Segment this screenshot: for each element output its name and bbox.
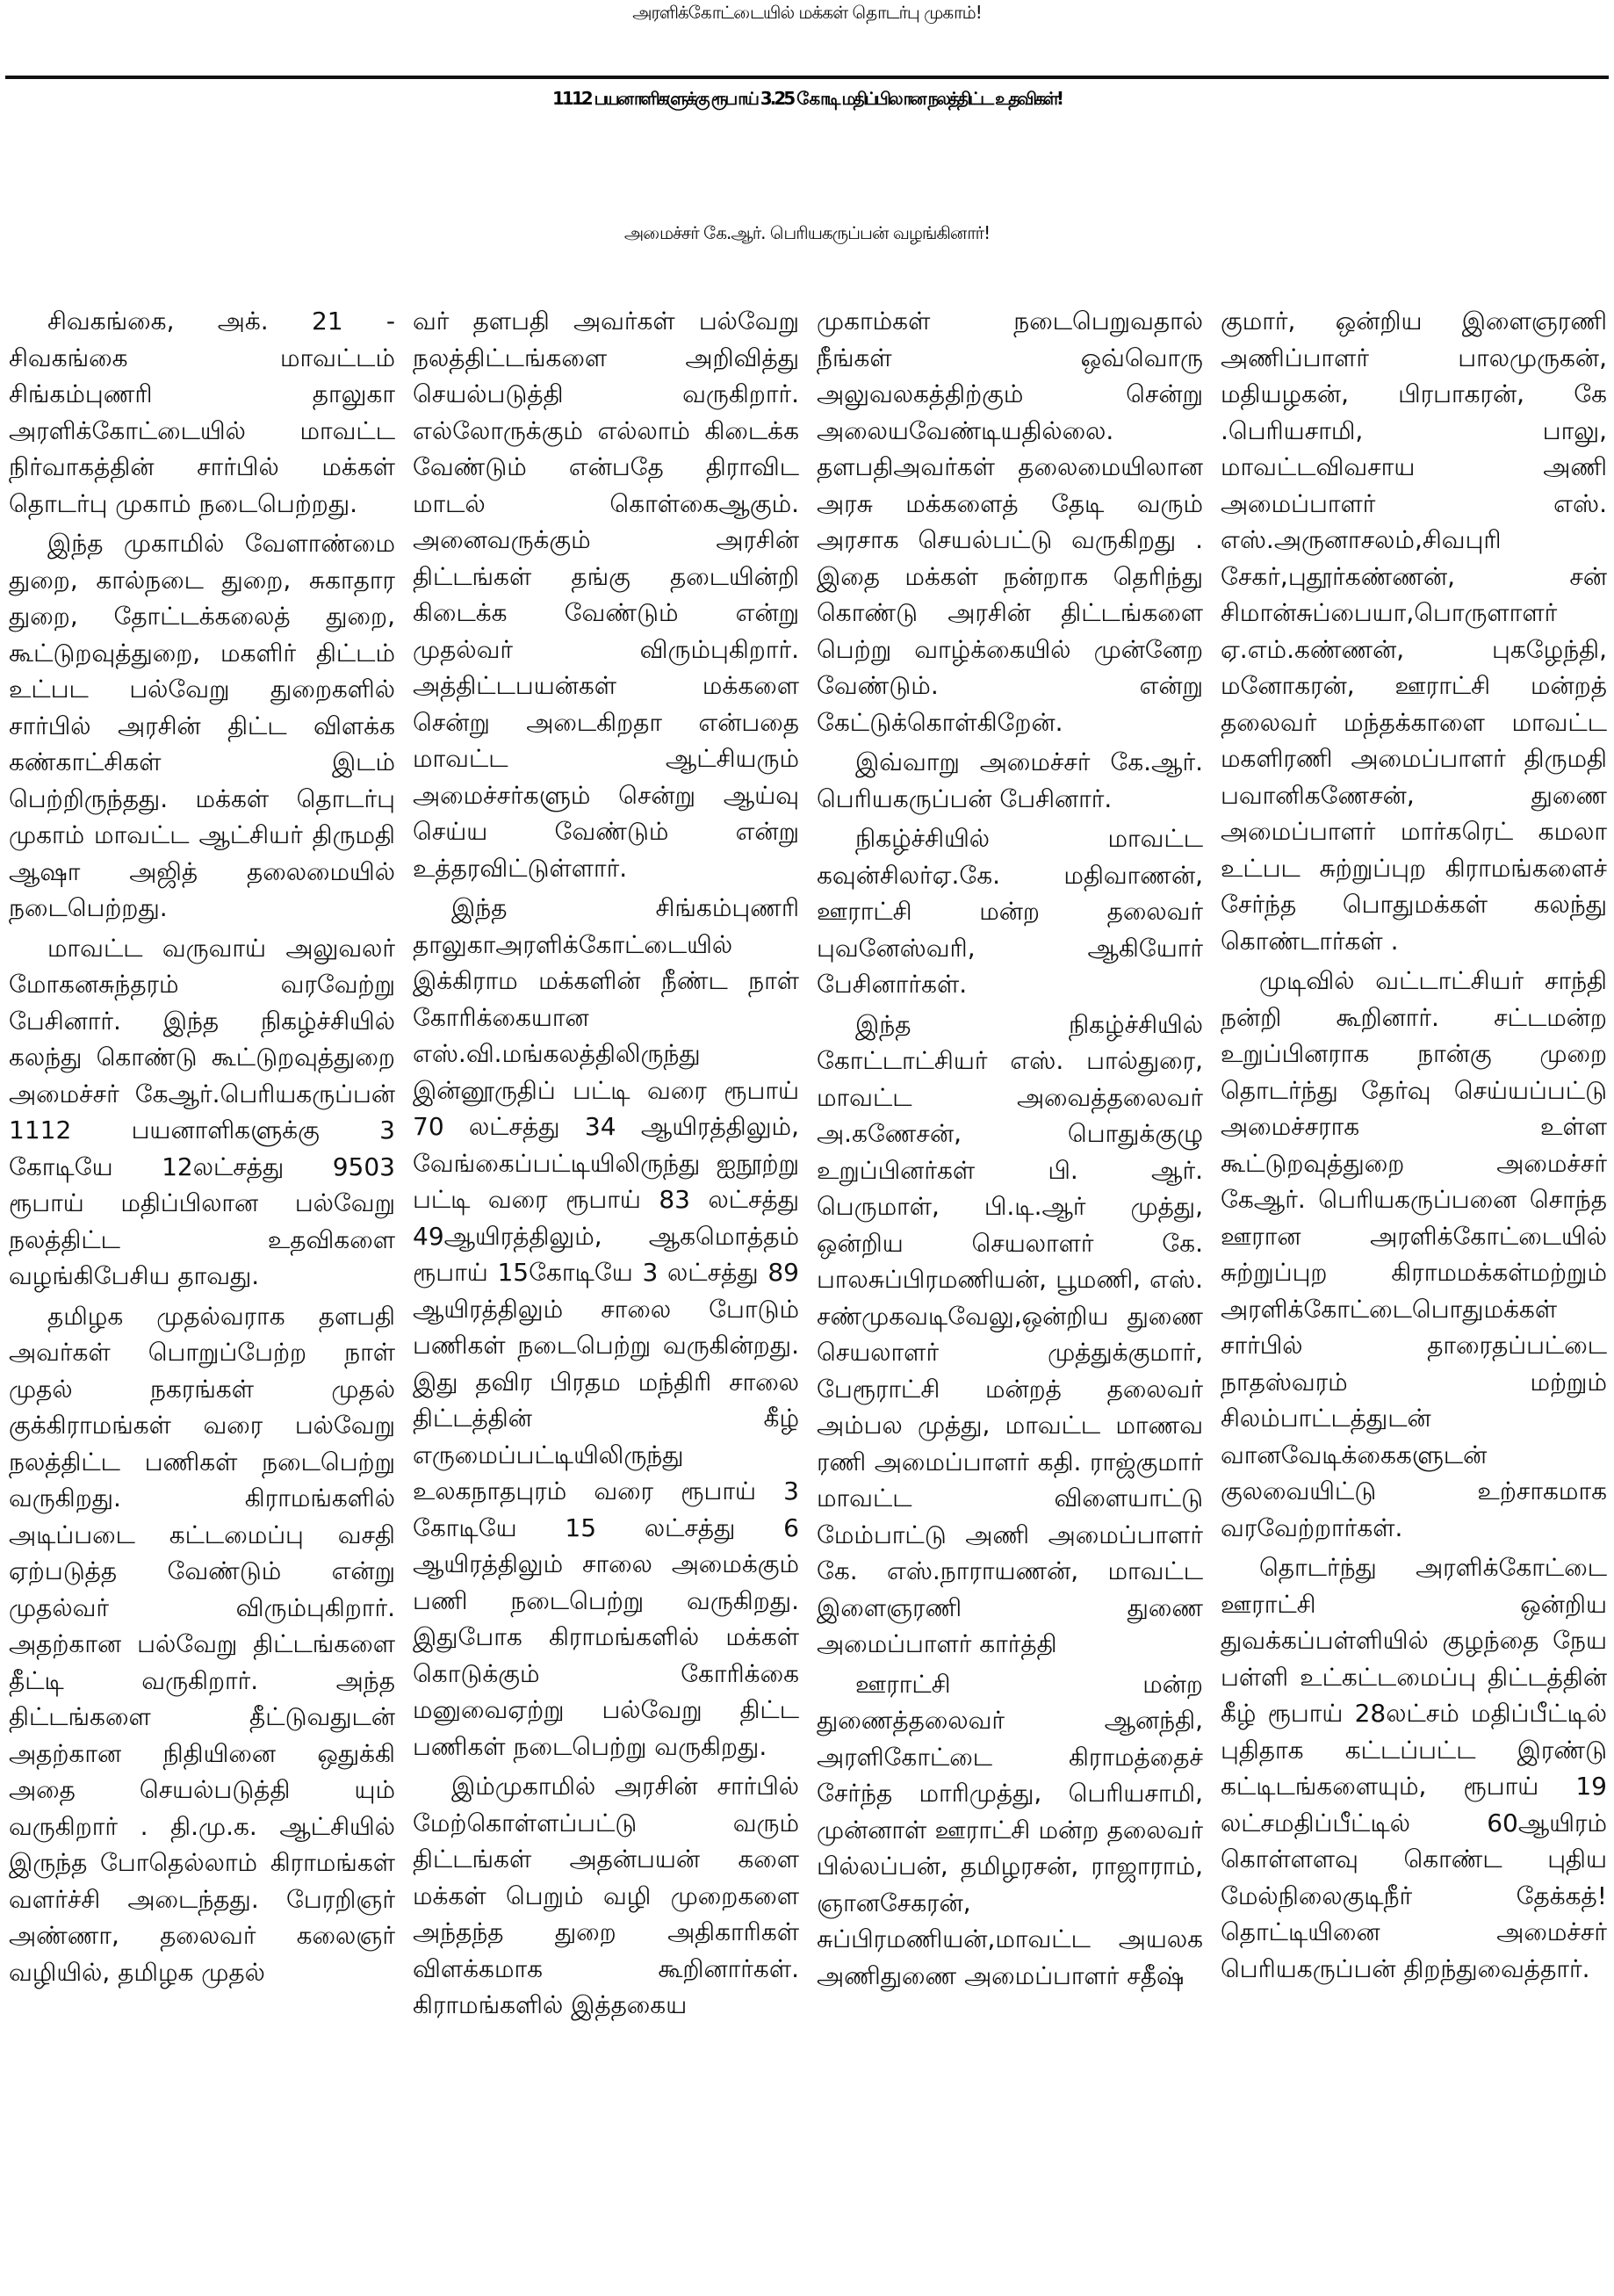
paragraph: இம்முகாமில் அரசின் சார்பில் மேற்கொள்ளப்பட்டு வரும் திட்டங்கள் அதன்பயன் களை மக்கள் பெறும் வழி முறைகளை அந்தந்த துறை அதிகாரிகள் விளக்கமாக கூறினார்கள். கிராமங்களில் இத்தகைய: [413, 1772, 799, 2019]
paragraph: வர் தளபதி அவர்கள் பல்வேறு நலத்திட்டங்களை அறிவித்து செயல்படுத்தி வருகிறார். எல்லோருக்கும் எல்லாம் கிடைக்க வேண்டும் என்பதே திராவிட மாடல் கொள்கைஆகும். அனைவருக்கும் அரசின் திட்டங்கள் தங்கு தடையின்றி கிடைக்க வேண்டும் என்று முதல்வர் விரும்புகிறார். அத்திட்டபயன்கள் மக்களை சென்று அடைகிறதா என்பதை மாவட்ட ஆட்சியரும் அமைச்சர்களும் சென்று ஆய்வு செய்ய வேண்டும் என்று உத்தரவிட்டுள்ளார்.: [413, 307, 799, 883]
sub-headline: அமைச்சர் கே.ஆர். பெரியகருப்பன் வழங்கினார்!: [623, 222, 991, 243]
main-headline: 1112 பயனாளிகளுக்கு ரூபாய் 3.25 கோடி மதிப்பிலான நலத்திட்ட உதவிகள்!: [552, 88, 1062, 109]
article-column-2: [413, 303, 799, 2292]
paragraph: இவ்வாறு அமைச்சர் கே.ஆர். பெரியகருப்பன் பேசினார்.: [817, 747, 1203, 813]
paragraph: குமார், ஒன்றிய இளைஞரணி அணிப்பாளர் பாலமுருகன், மதியழகன், பிரபாகரன், கே .பெரியசாமி, பாலு, மாவட்டவிவசாய அணி அமைப்பாளர் எஸ். எஸ்.அருனாசலம்,சிவபுரி சேகர்,புதூர்கண்ணன், சன் சிமான்சுப்பையா,பொருளாளர் ஏ.எம்.கண்ணன், புகழேந்தி, மனோகரன், ஊராட்சி மன்றத் தலைவர் மந்தக்காளை மாவட்ட மகளிரணி அமைப்பாளர் திருமதி பவானிகணேசன், துணை அமைப்பாளர் மார்கரெட் கமலா உட்பட சுற்றுப்புற கிராமங்களைச் சேர்ந்த பொதுமக்கள் கலந்து கொண்டார்கள் .: [1221, 307, 1607, 956]
headline-underline: [5, 76, 1609, 79]
article-column-4: [1221, 303, 1607, 2292]
paragraph: நிகழ்ச்சியில் மாவட்ட கவுன்சிலர்ஏ.கே. மதிவாணன், ஊராட்சி மன்ற தலைவர் புவனேஸ்வரி, ஆகியோர் பேசினார்கள்.: [817, 824, 1203, 999]
article-column-3: [817, 303, 1203, 2292]
paragraph: முகாம்கள் நடைபெறுவதால் நீங்கள் ஒவ்வொரு அலுவலகத்திற்கும் சென்று அலையவேண்டியதில்லை. தளபதிஅவர்கள் தலைமையிலான அரசு மக்களைத் தேடி வரும் அரசாக செயல்பட்டு வருகிறது . இதை மக்கள் நன்றாக தெரிந்து கொண்டு அரசின் திட்டங்களை பெற்று வாழ்க்கையில் முன்னேற வேண்டும். என்று கேட்டுக்கொள்கிறேன்.: [817, 307, 1203, 737]
paragraph: மாவட்ட வருவாய் அலுவலர் மோகனசுந்தரம் வரவேற்று பேசினார். இந்த நிகழ்ச்சியில் கலந்து கொண்டு கூட்டுறவுத்துறை அமைச்சர் கேஆர்.பெரியகருப்பன் 1112 பயனாளிகளுக்கு 3 கோடியே 12லட்சத்து 9503 ரூபாய் மதிப்பிலான பல்வேறு நலத்திட்ட உதவிகளை வழங்கிபேசிய தாவது.: [9, 933, 395, 1290]
paragraph: இந்த நிகழ்ச்சியில் கோட்டாட்சியர் எஸ். பால்துரை, மாவட்ட அவைத்தலைவர் அ.கணேசன், பொதுக்குழு உறுப்பினர்கள் பி. ஆர். பெருமாள், பி.டி.ஆர் முத்து, ஒன்றிய செயலாளர் கே. பாலசுப்பிரமணியன், பூமணி, எஸ். சண்முகவடிவேலு,ஒன்றிய துணை செயலாளர் முத்துக்குமார், பேரூராட்சி மன்றத் தலைவர் அம்பல முத்து, மாவட்ட மாணவ ரணி அமைப்பாளர் கதி. ராஜ்குமார் மாவட்ட விளையாட்டு மேம்பாட்டு அணி அமைப்பாளர் கே. எஸ்.நாராயணன், மாவட்ட இளைஞரணி துணை அமைப்பாளர் கார்த்தி: [817, 1009, 1203, 1658]
kicker-headline: அரளிக்கோட்டையில் மக்கள் தொடர்பு முகாம்!: [632, 2, 982, 23]
paragraph: தொடர்ந்து அரளிக்கோட்டை ஊராட்சி ஒன்றிய துவக்கப்பள்ளியில் குழந்தை நேய பள்ளி உட்கட்டமைப்பு திட்டத்தின் கீழ் ரூபாய் 28லட்சம் மதிப்பீட்டில் புதிதாக கட்டப்பட்ட இரண்டு கட்டிடங்களையும், ரூபாய் 19 லட்சமதிப்பீட்டில் 60ஆயிரம் கொள்ளளவு கொண்ட புதிய மேல்நிலைகுடிநீர் தேக்கத்! தொட்டியினை அமைச்சர் பெரியகருப்பன் திறந்துவைத்தார்.: [1221, 1553, 1607, 1983]
article-column-1: [9, 303, 395, 2292]
paragraph: சிவகங்கை, அக். 21 - சிவகங்கை மாவட்டம் சிங்கம்புணரி தாலுகா அரளிக்கோட்டையில் மாவட்ட நிர்வாகத்தின் சார்பில் மக்கள் தொடர்பு முகாம் நடைபெற்றது.: [9, 307, 395, 518]
paragraph: இந்த சிங்கம்புணரி தாலுகாஅரளிக்கோட்டையில் இக்கிராம மக்களின் நீண்ட நாள் கோரிக்கையான எஸ்.வி.மங்கலத்திலிருந்து இன்னூருதிப் பட்டி வரை ரூபாய் 70 லட்சத்து 34 ஆயிரத்திலும், வேங்கைப்பட்டியிலிருந்து ஐநூற்று பட்டி வரை ரூபாய் 83 லட்சத்து 49ஆயிரத்திலும், ஆகமொத்தம் ரூபாய் 15கோடியே 3 லட்சத்து 89 ஆயிரத்திலும் சாலை போடும் பணிகள் நடைபெற்று வருகின்றது. இது தவிர பிரதம மந்திரி சாலை திட்டத்தின் கீழ் எருமைப்பட்டியிலிருந்து உலகநாதபுரம் வரை ரூபாய் 3 கோடியே 15 லட்சத்து 6 ஆயிரத்திலும் சாலை அமைக்கும் பணி நடைபெற்று வருகிறது. இதுபோக கிராமங்களில் மக்கள் கொடுக்கும் கோரிக்கை மனுவைஏற்று பல்வேறு திட்ட பணிகள் நடைபெற்று வருகிறது.: [413, 893, 799, 1761]
paragraph: முடிவில் வட்டாட்சியர் சாந்தி நன்றி கூறினார். சட்டமன்ற உறுப்பினராக நான்கு முறை தொடர்ந்து தேர்வு செய்யப்பட்டு அமைச்சராக உள்ள கூட்டுறவுத்துறை அமைச்சர் கேஆர். பெரியகருப்பனை சொந்த ஊரான அரளிக்கோட்டையில் சுற்றுப்புற கிராமமக்கள்மற்றும் அரளிக்கோட்டைபொதுமக்கள் சார்பில் தாரைதப்பட்டை நாதஸ்வரம் மற்றும் சிலம்பாட்டத்துடன் வானவேடிக்கைகளுடன் குலவையிட்டு உற்சாகமாக வரவேற்றார்கள்.: [1221, 966, 1607, 1542]
paragraph: தமிழக முதல்வராக தளபதி அவர்கள் பொறுப்பேற்ற நாள் முதல் நகரங்கள் முதல் குக்கிராமங்கள் வரை பல்வேறு நலத்திட்ட பணிகள் நடைபெற்று வருகிறது. கிராமங்களில் அடிப்படை கட்டமைப்பு வசதி ஏற்படுத்த வேண்டும் என்று முதல்வர் விரும்புகிறார். அதற்கான பல்வேறு திட்டங்களை தீட்டி வருகிறார். அந்த திட்டங்களை தீட்டுவதுடன் அதற்கான நிதியினை ஒதுக்கி அதை செயல்படுத்தி யும் வருகிறார் . தி.மு.க. ஆட்சியில் இருந்த போதெல்லாம் கிராமங்கள் வளர்ச்சி அடைந்தது. பேரறிஞர் அண்ணா, தலைவர் கலைஞர் வழியில், தமிழக முதல்: [9, 1301, 395, 1987]
paragraph: ஊராட்சி மன்ற துணைத்தலைவர் ஆனந்தி, அரளிகோட்டை கிராமத்தைச் சேர்ந்த மாரிமுத்து, பெரியசாமி, முன்னாள் ஊராட்சி மன்ற தலைவர் பில்லப்பன், தமிழரசன், ராஜாராம், ஞானசேகரன், சுப்பிரமணியன்,மாவட்ட அயலக அணிதுணை அமைப்பாளர் சதீஷ்: [817, 1669, 1203, 1990]
paragraph: இந்த முகாமில் வேளாண்மை துறை, கால்நடை துறை, சுகாதார துறை, தோட்டக்கலைத் துறை, கூட்டுறவுத்துறை, மகளிர் திட்டம் உட்பட பல்வேறு துறைகளில் சார்பில் அரசின் திட்ட விளக்க கண்காட்சிகள் இடம் பெற்றிருந்தது. மக்கள் தொடர்பு முகாம் மாவட்ட ஆட்சியர் திருமதி ஆஷா அஜித் தலைமையில் நடைபெற்றது.: [9, 529, 395, 922]
